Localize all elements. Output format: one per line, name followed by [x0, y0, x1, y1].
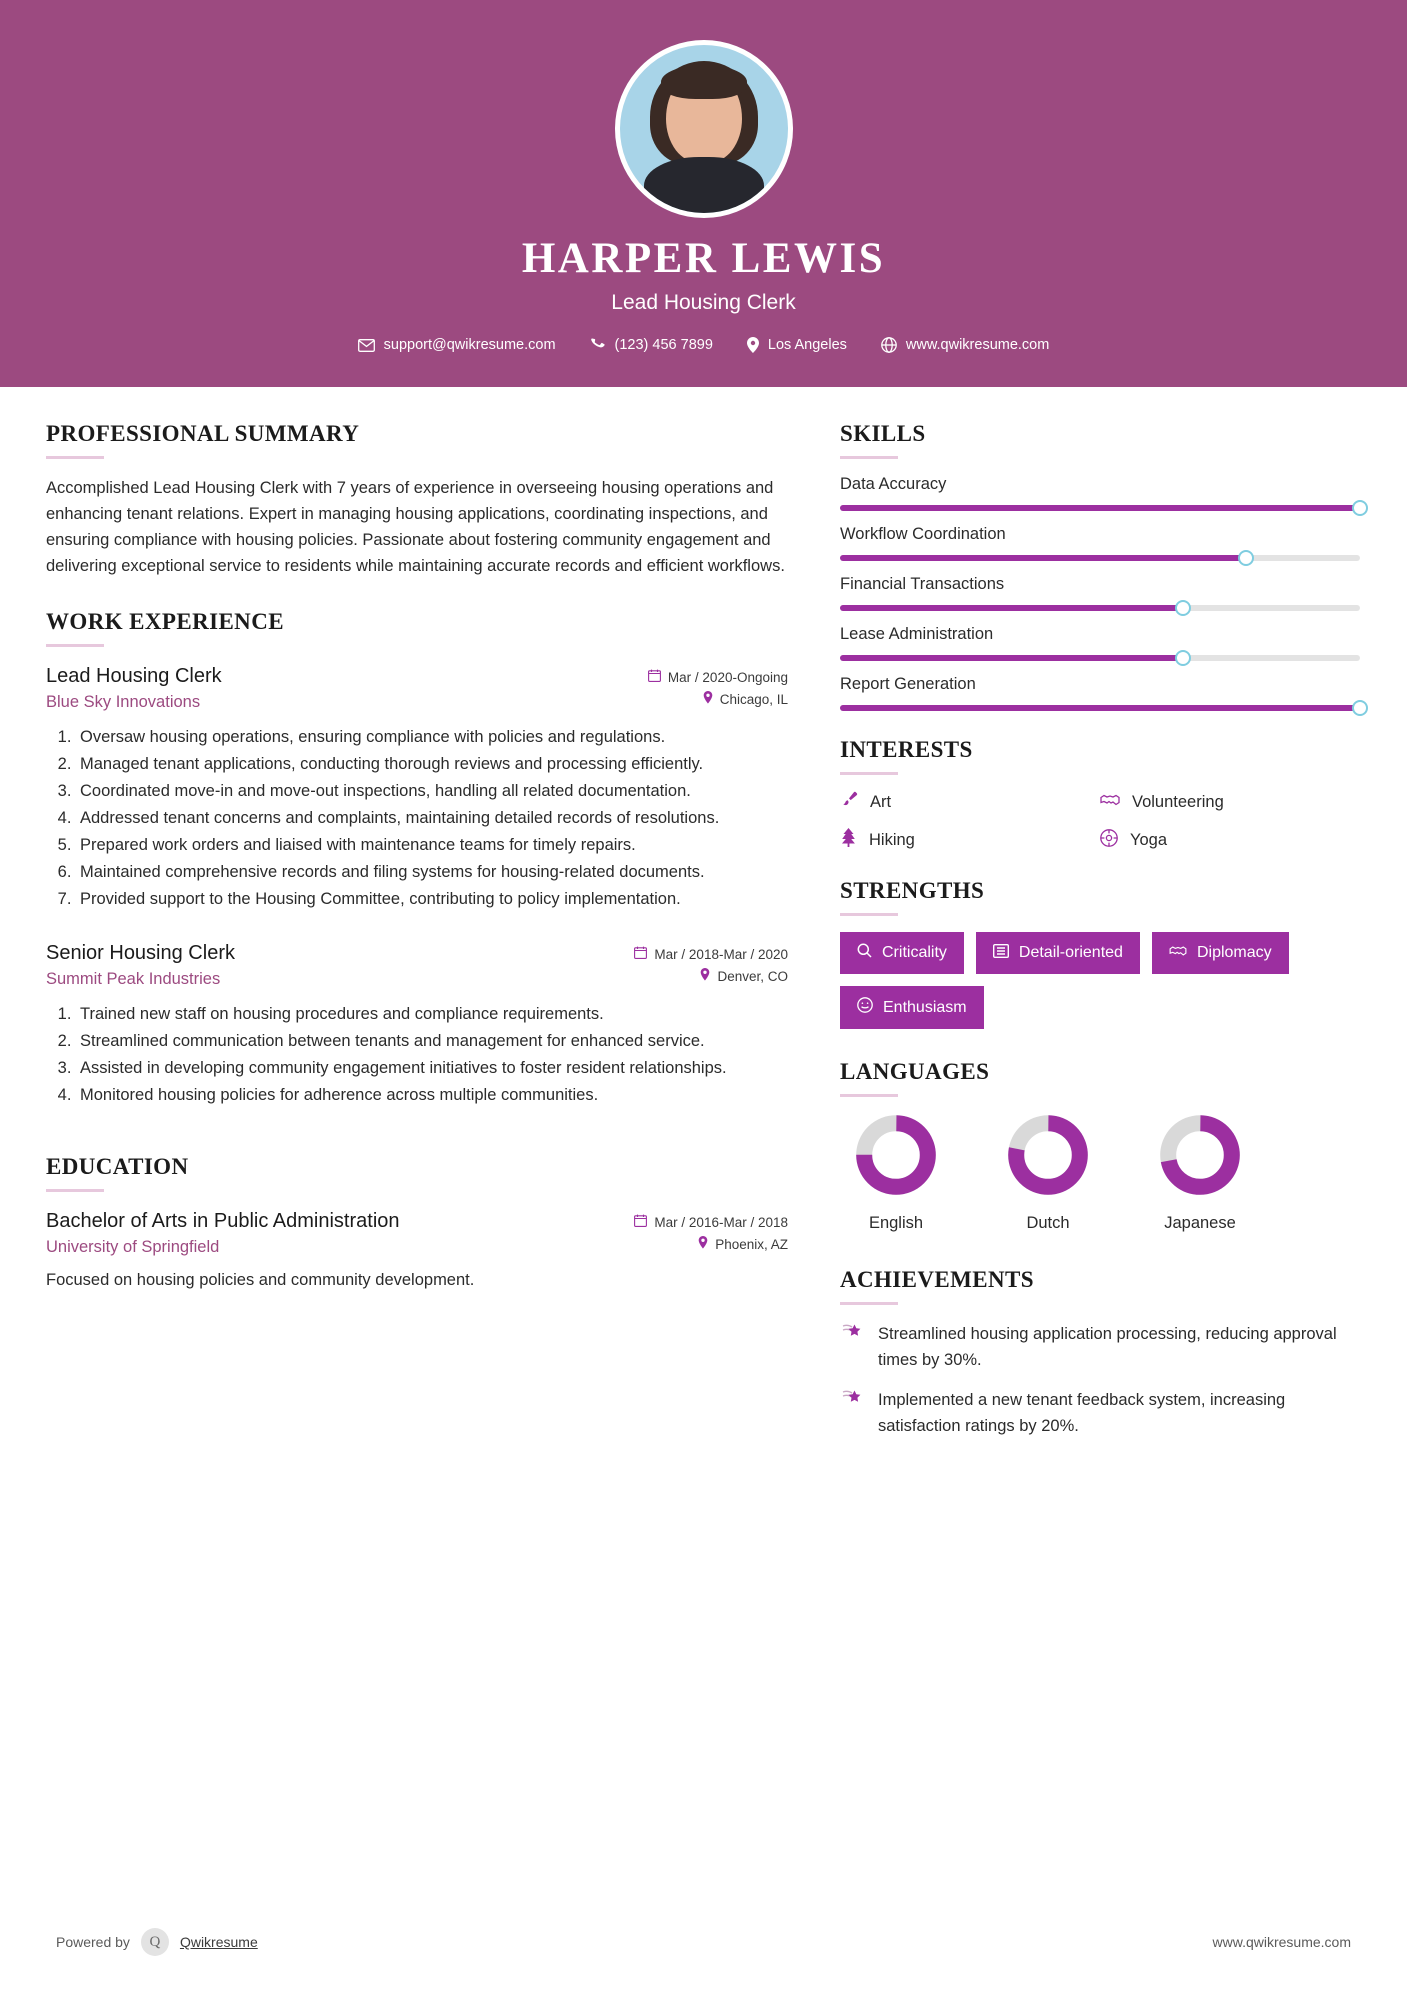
strength-chip: [840, 932, 964, 974]
contact-email-text: support@qwikresume.com: [383, 337, 556, 353]
strength-label: Detail-oriented: [1018, 944, 1123, 961]
section-title-strengths: STRENGTHS: [840, 878, 985, 903]
job-location: [648, 691, 788, 707]
resume-header: [0, 0, 1407, 387]
powered-by-label: Powered by: [56, 1934, 130, 1950]
interest-label: Hiking: [869, 830, 915, 849]
language-item: [840, 1113, 952, 1233]
search-icon: [857, 943, 872, 963]
language-label: Japanese: [1164, 1214, 1236, 1232]
job-title: Senior Housing Clerk: [46, 942, 235, 964]
smiley-icon: [857, 997, 873, 1018]
skill-item: [840, 525, 1360, 561]
strength-label: Enthusiasm: [883, 998, 967, 1016]
list-icon: [993, 944, 1009, 963]
language-donut: [854, 1113, 938, 1197]
contact-website-text: www.qwikresume.com: [905, 337, 1050, 353]
candidate-role: Lead Housing Clerk: [611, 291, 796, 314]
strength-label: Diplomacy: [1196, 944, 1272, 961]
school-name: University of Springfield: [46, 1238, 220, 1256]
location-icon: [747, 337, 759, 353]
education-location-text: Phoenix, AZ: [715, 1236, 788, 1252]
strengths-chips: [840, 932, 1360, 1029]
job-bullets: [76, 724, 788, 912]
avatar-body: [644, 157, 764, 218]
interest-label: Yoga: [1130, 830, 1168, 849]
skill-bar: [840, 555, 1360, 561]
skill-bar: [840, 605, 1360, 611]
summary-text: Accomplished Lead Housing Clerk with 7 years of experience in overseeing housing operations and enhancing tenant relations. Expert in managing housing applications, coordinating inspections, and ensuring compliance with housing policies. Passionate about fostering community engagement and delivering exceptional service to residents while maintaining accurate records and efficient workflows.: [46, 479, 785, 575]
language-item: [1144, 1113, 1256, 1233]
page-footer: [0, 1928, 1407, 1956]
section-rule: [840, 1302, 898, 1305]
job-bullet: 6. Maintained comprehensive records and filing systems for housing-related documents.: [76, 859, 788, 885]
section-title-skills: SKILLS: [840, 421, 926, 446]
language-donut: [1158, 1113, 1242, 1197]
interest-label: Volunteering: [1132, 793, 1224, 811]
job-title: Lead Housing Clerk: [46, 665, 222, 687]
strength-label: Criticality: [882, 944, 947, 961]
contact-phone[interactable]: [573, 337, 730, 353]
job-location-text: Denver, CO: [717, 968, 788, 984]
brand-link[interactable]: Qwikresume: [179, 1934, 258, 1950]
pin-icon: [703, 691, 713, 707]
strength-chip: [840, 986, 984, 1029]
education-dates: [634, 1214, 788, 1230]
education-dates-text: Mar / 2016-Mar / 2018: [654, 1214, 788, 1230]
education-location: [634, 1236, 788, 1252]
globe-icon: [881, 337, 897, 353]
contact-phone-text: (123) 456 7899: [614, 337, 713, 353]
avatar: [615, 40, 793, 218]
skill-bar-knob[interactable]: [1175, 650, 1191, 666]
strength-chip: [976, 932, 1140, 974]
languages-list: [840, 1113, 1360, 1233]
job-bullet: 5. Prepared work orders and liaised with maintenance teams for timely repairs.: [76, 832, 788, 858]
job-bullets: [76, 1001, 788, 1108]
interest-label: Art: [870, 793, 892, 811]
skill-bar-knob[interactable]: [1352, 700, 1368, 716]
section-rule: [46, 1189, 104, 1192]
star-badge-icon: [840, 1321, 864, 1373]
section-rule: [840, 456, 898, 459]
job-bullet: 4. Addressed tenant concerns and complaints, maintaining detailed records of resolutions.: [76, 805, 788, 831]
skill-label: Financial Transactions: [840, 575, 1005, 593]
job-dates-text: Mar / 2020-Ongoing: [667, 669, 788, 685]
calendar-icon: [634, 1214, 647, 1230]
yoga-icon: [1100, 829, 1118, 852]
section-title-experience: WORK EXPERIENCE: [46, 609, 284, 634]
achievement-text: Streamlined housing application processing, reducing approval times by 30%.: [878, 1325, 1337, 1369]
left-column: [46, 421, 788, 1453]
job-bullet: 1. Trained new staff on housing procedures and compliance requirements.: [76, 1001, 788, 1027]
contact-email[interactable]: [341, 337, 573, 353]
section-rule: [840, 772, 898, 775]
skill-bar-fill: [840, 705, 1360, 711]
brand-logo-icon: Q: [141, 1928, 169, 1956]
skill-bar: [840, 505, 1360, 511]
job-company: Blue Sky Innovations: [46, 693, 201, 711]
education-note: Focused on housing policies and community development.: [46, 1271, 475, 1289]
pin-icon: [698, 1236, 708, 1252]
skill-bar: [840, 655, 1360, 661]
contact-row: [0, 337, 1407, 353]
interest-item: [840, 828, 1100, 852]
mail-icon: [358, 339, 375, 352]
job-bullet: 2. Streamlined communication between tenants and management for enhanced service.: [76, 1028, 788, 1054]
calendar-icon: [648, 669, 661, 685]
skill-bar-knob[interactable]: [1175, 600, 1191, 616]
achievement-item: [840, 1387, 1360, 1439]
experience-item: [46, 942, 788, 1108]
language-donut: [1006, 1113, 1090, 1197]
achievement-text: Implemented a new tenant feedback system, increasing satisfaction ratings by 20%.: [878, 1391, 1286, 1435]
interest-item: [840, 791, 1100, 814]
section-title-education: EDUCATION: [46, 1154, 189, 1179]
star-badge-icon: [840, 1387, 864, 1439]
skill-label: Data Accuracy: [840, 475, 947, 493]
section-rule: [840, 913, 898, 916]
achievement-item: [840, 1321, 1360, 1373]
experience-item: [46, 665, 788, 912]
candidate-name: HARPER LEWIS: [521, 235, 886, 282]
job-location: [634, 968, 788, 984]
skill-item: [840, 575, 1360, 611]
handshake-icon: [1100, 792, 1120, 813]
skill-bar-knob[interactable]: [1238, 550, 1254, 566]
contact-location[interactable]: [730, 337, 864, 353]
language-label: English: [868, 1214, 924, 1232]
education-item: [46, 1210, 788, 1293]
job-bullet: 2. Managed tenant applications, conducting thorough reviews and processing efficiently.: [76, 751, 788, 777]
interests-grid: [840, 791, 1360, 852]
skill-item: [840, 625, 1360, 661]
skill-label: Lease Administration: [840, 625, 994, 643]
interest-item: [1100, 791, 1360, 814]
language-label: Dutch: [1026, 1214, 1070, 1232]
right-column: [840, 421, 1360, 1453]
footer-website[interactable]: www.qwikresume.com: [1212, 1934, 1351, 1950]
job-bullet: 7. Provided support to the Housing Committee, contributing to policy implementation.: [76, 886, 788, 912]
skill-bar-fill: [840, 605, 1183, 611]
skill-label: Workflow Coordination: [840, 525, 1006, 543]
degree-title: Bachelor of Arts in Public Administration: [46, 1210, 400, 1232]
phone-icon: [590, 338, 606, 352]
resume-body: [0, 387, 1407, 1453]
section-rule: [840, 1094, 898, 1097]
powered-by: [56, 1928, 258, 1956]
section-title-interests: INTERESTS: [840, 737, 973, 762]
skill-bar-knob[interactable]: [1352, 500, 1368, 516]
interest-item: [1100, 828, 1360, 852]
section-title-summary: PROFESSIONAL SUMMARY: [46, 421, 360, 446]
strength-chip: [1152, 932, 1289, 974]
job-bullet: 3. Coordinated move-in and move-out inspections, handling all related documentation.: [76, 778, 788, 804]
language-item: [992, 1113, 1104, 1233]
skill-bar: [840, 705, 1360, 711]
skill-label: Report Generation: [840, 675, 976, 693]
section-title-languages: LANGUAGES: [840, 1059, 990, 1084]
paintbrush-icon: [840, 791, 858, 814]
job-location-text: Chicago, IL: [719, 691, 788, 707]
calendar-icon: [634, 946, 647, 962]
contact-website[interactable]: [864, 337, 1066, 353]
job-bullet: 4. Monitored housing policies for adherence across multiple communities.: [76, 1082, 788, 1108]
job-bullet: 3. Assisted in developing community engagement initiatives to foster resident relationships.: [76, 1055, 788, 1081]
tree-icon: [840, 828, 857, 852]
skill-item: [840, 475, 1360, 511]
contact-location-text: Los Angeles: [767, 337, 847, 353]
pin-icon: [700, 968, 710, 984]
skill-bar-fill: [840, 555, 1246, 561]
section-title-achievements: ACHIEVEMENTS: [840, 1267, 1034, 1292]
avatar-hair-front: [661, 65, 747, 99]
job-company: Summit Peak Industries: [46, 970, 221, 988]
job-dates: [648, 669, 788, 685]
skill-item: [840, 675, 1360, 711]
handshake-icon: [1169, 944, 1187, 963]
skill-bar-fill: [840, 505, 1360, 511]
section-rule: [46, 456, 104, 459]
section-rule: [46, 644, 104, 647]
skill-bar-fill: [840, 655, 1183, 661]
job-dates: [634, 946, 788, 962]
job-dates-text: Mar / 2018-Mar / 2020: [654, 946, 788, 962]
job-bullet: 1. Oversaw housing operations, ensuring compliance with policies and regulations.: [76, 724, 788, 750]
